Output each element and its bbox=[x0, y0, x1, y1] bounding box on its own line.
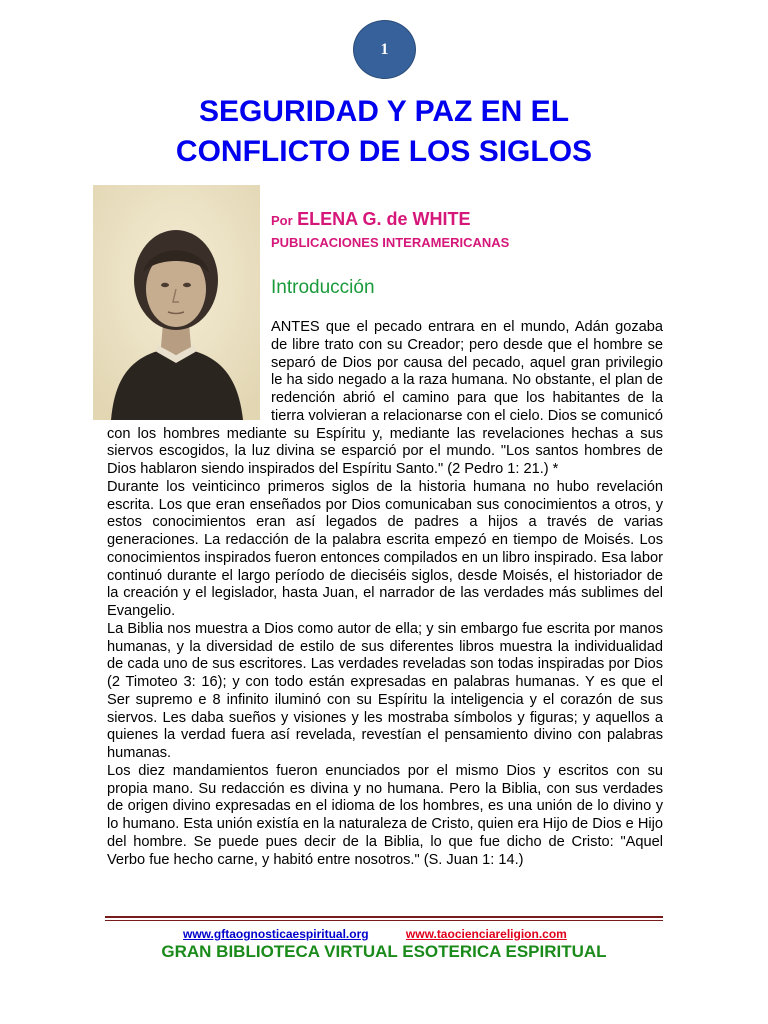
page-number: 1 bbox=[380, 40, 389, 58]
page-number-badge bbox=[353, 20, 416, 79]
author-name: ELENA G. de WHITE bbox=[297, 209, 471, 229]
paragraph-2: Durante los veinticinco primeros siglos de la historia humana no hubo revelación escrita. Los que eran enseñados por Dios comunicaban sus conocimientos a otros, y estos conocimientos eran así legados de padres a hijos a través de varias generaciones. La redacción de la palabra escrita empezó en tiempo de Moisés. Los conocimientos inspirados fueron entonces compilados en un libro inspirado. Esa labor continuó durante el largo período de dieciséis siglos, desde Moisés, el historiador de la creación y el legislador, hasta Juan, el narrador de las verdades más sublimes del Evangelio. bbox=[107, 478, 663, 619]
section-heading: Introducción bbox=[271, 277, 375, 298]
footer-rule bbox=[105, 916, 663, 918]
footer-links bbox=[183, 927, 567, 941]
footer-link-taociencia[interactable]: www.taocienciareligion.com bbox=[405, 927, 567, 941]
image-wrap-spacer bbox=[107, 319, 271, 425]
paragraph-1: ANTES que el pecado entrara en el mundo, Adán gozaba de libre trato con su Creador; pero desde que el hombre se separó de Dios por causa del pecado, aquel gran privilegio le ha sido negado a la raza humana. No obstante, el plan de redención abrió el camino para que los habitantes de la tierra volvieran a relacionarse con el cielo. Dios se comunicó con los hombres mediante su Espíritu y, mediante las revelaciones hechas a sus siervos escogidos, la luz divina se esparció por el mundo. "Los santos hombres de Dios hablaron siendo inspirados del Espíritu Santo." (2 Pedro 1: 21.) * bbox=[107, 319, 663, 477]
paragraph-3: La Biblia nos muestra a Dios como autor de ella; y sin embargo fue escrita por manos humanas, y la diversidad de estilo de sus diferentes libros muestra la individualidad de cada uno de sus escritores. Las verdades reveladas son todas inspiradas por Dios (2 Timoteo 3: 16); y con todo están expresadas en palabras humanas. Y es que el Ser supremo e 8 infinito iluminó con su Espíritu la inteligencia y el corazón de sus siervos. Les daba sueños y visiones y les mostraba símbolos y figuras; y aquellos a quienes la verdad fuera así revelada, revestían el pensamiento divino con palabras humanas. bbox=[107, 620, 663, 761]
footer-title: GRAN BIBLIOTECA VIRTUAL ESOTERICA ESPIRITUAL bbox=[161, 942, 607, 961]
title-line-2: CONFLICTO DE LOS SIGLOS bbox=[175, 135, 593, 168]
paragraph-4: Los diez mandamientos fueron enunciados por el mismo Dios y escritos con su propia mano. Su redacción es divina y no humana. Pero la Biblia, con sus verdades de origen divino expresadas en el idioma de los hombres, es una unión de lo divino y lo humano. Esta unión existía en la naturaleza de Cristo, quien era Hijo de Dios e Hijo del hombre. Se puede pues decir de la Biblia, lo que fue dicho de Cristo: "Aquel Verbo fue hecho carne, y habitó entre nosotros." (S. Juan 1: 14.) bbox=[107, 762, 663, 868]
byline bbox=[271, 209, 470, 230]
footer-link-gftaognostica[interactable]: www.gftaognosticaespiritual.org bbox=[183, 927, 369, 941]
document-title bbox=[0, 92, 768, 172]
title-line-1: SEGURIDAD Y PAZ EN EL bbox=[198, 95, 570, 128]
body-text bbox=[107, 319, 663, 869]
footer-rule-thin bbox=[105, 920, 663, 921]
byline-prefix: Por bbox=[271, 213, 293, 228]
publisher-name: PUBLICACIONES INTERAMERICANAS bbox=[271, 235, 510, 250]
